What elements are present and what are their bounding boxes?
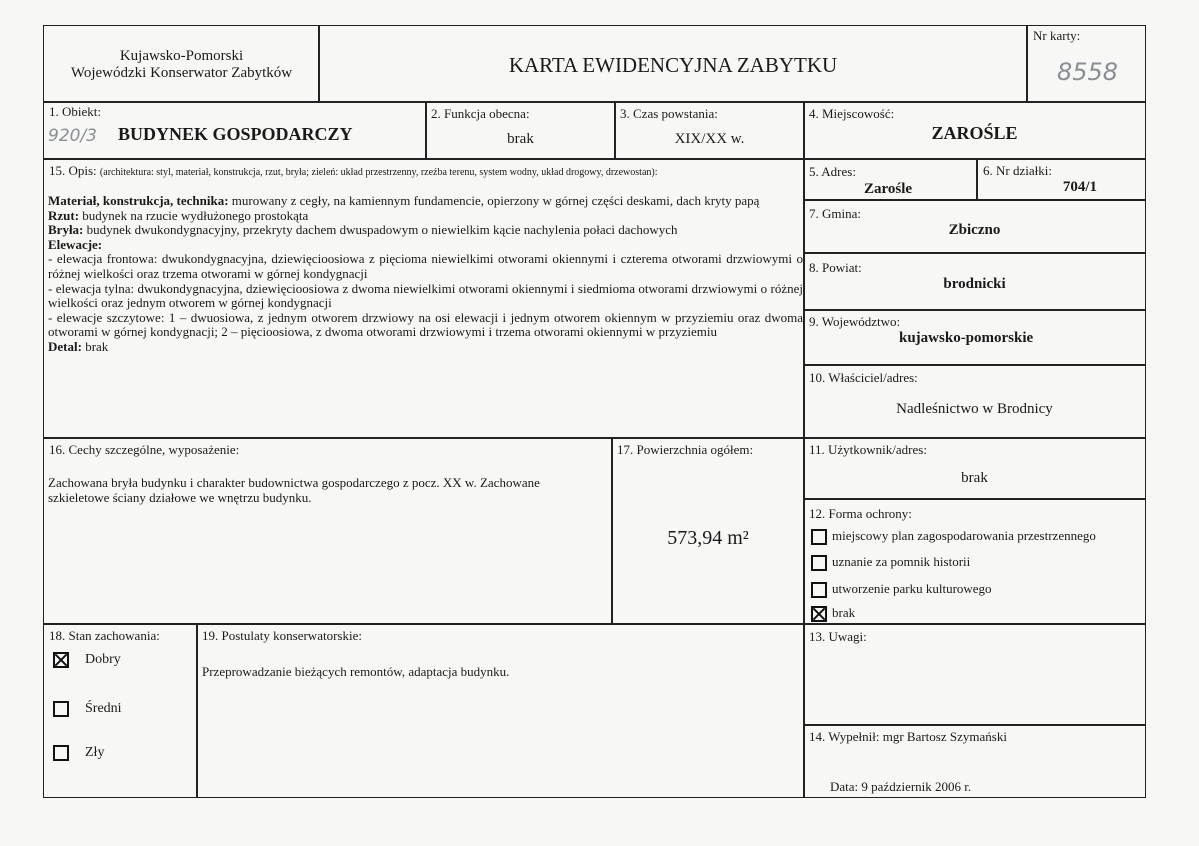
- funkcja-label: 2. Funkcja obecna:: [431, 106, 530, 121]
- ochrona-option-pomnik: [811, 554, 970, 571]
- ochrona-option-label: uznanie za pomnik historii: [832, 554, 971, 569]
- uzytkownik-label: 11. Użytkownik/adres:: [809, 442, 927, 457]
- stan-option-label: Średni: [85, 701, 122, 717]
- opis-label-note: (architektura: styl, materiał, konstrukcja, rzut, bryła; zieleń: układ przestrzenny, rzeźba terenu, system wodny, układ drogowy, drzewostan):: [99, 167, 658, 178]
- field-wojewodztwo: [803, 309, 1146, 366]
- field-gmina: [803, 199, 1146, 254]
- powierzchnia-label: 17. Powierzchnia ogółem:: [617, 442, 754, 457]
- institution-line1: Kujawsko-Pomorski: [119, 48, 244, 64]
- opis-bryla-key: Bryła:: [48, 222, 84, 238]
- obiekt-value: BUDYNEK GOSPODARCZY: [118, 124, 353, 144]
- checkbox-unchecked[interactable]: [811, 555, 827, 571]
- obiekt-label: 1. Obiekt:: [49, 104, 101, 119]
- stan-option-label: Dobry: [85, 652, 121, 668]
- opis-rzut-key: Rzut:: [48, 207, 80, 223]
- adres-label: 5. Adres:: [809, 164, 856, 179]
- checkbox-unchecked[interactable]: [53, 701, 69, 717]
- opis-detal-text: brak: [85, 338, 109, 354]
- field-cechy: [43, 437, 613, 625]
- funkcja-value: brak: [507, 131, 534, 147]
- checkbox-checked[interactable]: [811, 606, 827, 622]
- stan-option-sredni: [53, 701, 122, 717]
- ochrona-option-brak: [811, 605, 855, 622]
- ochrona-option-label: miejscowy plan zagospodarowania przestrzennego: [832, 528, 1096, 543]
- ochrona-option-label: brak: [832, 605, 856, 620]
- field-miejscowosc: [803, 101, 1146, 160]
- opis-bryla-text: budynek dwukondygnacyjny, przekryty dachem dwuspadowym o niewielkim kącie nachylenia połaci dachowych: [86, 222, 678, 238]
- card-number-label: Nr karty:: [1033, 28, 1081, 43]
- field-powiat: [803, 252, 1146, 311]
- wlasciciel-label: 10. Właściciel/adres:: [809, 370, 918, 385]
- miejscowosc-value: ZAROŚLE: [931, 123, 1018, 143]
- checkbox-unchecked[interactable]: [811, 529, 827, 545]
- uzytkownik-value: brak: [961, 470, 988, 486]
- cechy-label: 16. Cechy szczególne, wyposażenie:: [49, 442, 240, 457]
- opis-elewacje-key: Elewacje:: [48, 236, 103, 252]
- postulaty-text: Przeprowadzanie bieżących remontów, adaptacja budynku.: [202, 664, 510, 679]
- stan-option-dobry: [53, 652, 121, 668]
- stan-label: 18. Stan zachowania:: [49, 628, 160, 643]
- checkbox-unchecked[interactable]: [53, 745, 69, 761]
- institution-cell: [43, 25, 320, 103]
- opis-elewacje: [48, 238, 803, 253]
- cechy-text: Zachowana bryła budynku i charakter budownictwa gospodarczego z pocz. XX w. Zachowane szkieletowe ściany działowe we wnętrzu budynku.: [48, 475, 540, 505]
- field-wlasciciel: [803, 364, 1146, 439]
- dzialka-label: 6. Nr działki:: [983, 163, 1052, 178]
- miejscowosc-label: 4. Miejscowość:: [809, 106, 895, 121]
- wypelnil-date: Data: 9 październik 2006 r.: [830, 779, 972, 794]
- wojewodztwo-label: 9. Województwo:: [809, 314, 901, 329]
- field-adres: [803, 158, 978, 201]
- ochrona-label: 12. Forma ochrony:: [809, 506, 912, 521]
- opis-material-key: Materiał, konstrukcja, technika:: [48, 193, 229, 208]
- page-title: KARTA EWIDENCYJNA ZABYTKU: [508, 53, 838, 77]
- field-postulaty: [196, 623, 805, 798]
- field-obiekt: [43, 101, 427, 160]
- opis-detal-key: Detal:: [48, 338, 82, 354]
- obiekt-handwritten-ref: 920/3: [48, 126, 97, 146]
- powierzchnia-value: 573,94 m²: [667, 527, 749, 549]
- field-dzialka: [976, 158, 1146, 201]
- opis-elewacje-szczytowe: - elewacje szczytowe: 1 – dwuosiowa, z jednym otworem drzwiowy na osi elewacji i jednym otworem okiennym w przyziemiu oraz dwoma otworami w górnej kondygnacji; 2 – pięcioosiowa, z dwoma otworami drzwiowymi i trzema otworami okiennymi w przyziemiu: [48, 309, 803, 340]
- powiat-label: 8. Powiat:: [809, 260, 862, 275]
- dzialka-value: 704/1: [1062, 179, 1097, 195]
- opis-heading: [49, 164, 658, 180]
- checkbox-checked[interactable]: [53, 652, 69, 668]
- opis-elewacja-tylna: - elewacja tylna: dwukondygnacyjna, dziewięcioosiowa z dwoma niewielkimi otworami okiennymi i siedmioma otworami drzwiowymi o różnej wielkości oraz jednym otworem w górnej kondygnacji: [48, 280, 803, 311]
- opis-body: [48, 194, 803, 355]
- wypelnil-label: 14. Wypełnił: mgr Bartosz Szymański: [809, 729, 1007, 744]
- gmina-label: 7. Gmina:: [809, 206, 861, 221]
- powiat-value: brodnicki: [943, 276, 1006, 292]
- field-uzytkownik: [803, 437, 1146, 500]
- card-number-value: 8558: [1057, 58, 1119, 86]
- checkbox-unchecked[interactable]: [811, 582, 827, 598]
- ochrona-option-label: utworzenie parku kulturowego: [832, 581, 992, 596]
- opis-rzut: [48, 209, 803, 224]
- opis-label: 15. Opis:: [49, 163, 97, 178]
- postulaty-label: 19. Postulaty konserwatorskie:: [202, 628, 362, 643]
- card-number-cell: [1026, 25, 1146, 103]
- field-forma-ochrony: [803, 498, 1146, 625]
- opis-rzut-text: budynek na rzucie wydłużonego prostokąta: [82, 207, 309, 223]
- field-powierzchnia: [611, 437, 805, 625]
- field-wypelnil: [803, 724, 1146, 798]
- uwagi-label: 13. Uwagi:: [809, 629, 867, 644]
- opis-bryla: [48, 223, 803, 238]
- title-cell: [318, 25, 1028, 103]
- opis-elewacja-frontowa: - elewacja frontowa: dwukondygnacyjna, dziewięcioosiowa z pięcioma niewielkimi otworami okiennymi i czterema otworami drzwiowymi o różnej wielkości oraz trzema otworami w górnej kondygnacji: [48, 251, 803, 281]
- ochrona-option-plan: [811, 528, 1096, 545]
- wojewodztwo-value: kujawsko-pomorskie: [899, 330, 1034, 346]
- wlasciciel-value: Nadleśnictwo w Brodnicy: [896, 401, 1053, 417]
- opis-material: [48, 194, 803, 209]
- field-czas: [614, 101, 805, 160]
- field-stan: [43, 623, 198, 798]
- czas-value: XIX/XX w.: [674, 131, 745, 147]
- opis-material-text: murowany z cegły, na kamiennym fundamencie, opierzony w górnej części deskami, dach kryty papą: [231, 193, 760, 208]
- institution-line2: Wojewódzki Konserwator Zabytków: [70, 65, 293, 81]
- czas-label: 3. Czas powstania:: [620, 106, 718, 121]
- stan-option-zly: [53, 745, 104, 761]
- stan-option-label: Zły: [85, 745, 105, 761]
- field-uwagi: [803, 623, 1146, 726]
- ochrona-option-park: [811, 581, 992, 598]
- opis-detal: [48, 340, 803, 355]
- gmina-value: Zbiczno: [948, 222, 1001, 238]
- field-funkcja: [425, 101, 616, 160]
- adres-value: Zarośle: [864, 181, 913, 197]
